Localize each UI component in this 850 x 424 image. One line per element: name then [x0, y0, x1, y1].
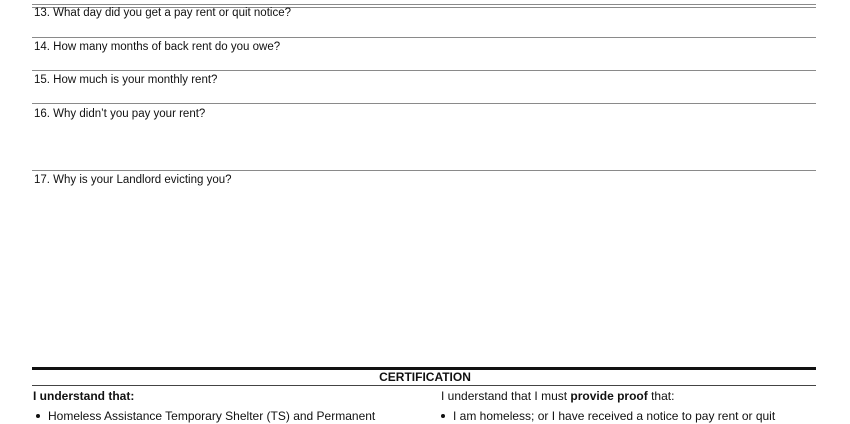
- divider: [32, 37, 816, 38]
- question-14-label: 14. How many months of back rent do you owe?: [34, 41, 281, 53]
- question-14-answer-field[interactable]: [32, 54, 816, 70]
- divider: [32, 170, 816, 171]
- divider: [32, 103, 816, 104]
- question-15-answer-field[interactable]: [32, 87, 816, 103]
- question-15-label: 15. How much is your monthly rent?: [34, 74, 218, 86]
- question-16-label: 16. Why didn’t you pay your rent?: [34, 108, 206, 120]
- question-17-label: 17. Why is your Landlord evicting you?: [34, 174, 232, 186]
- divider: [32, 70, 816, 71]
- question-16-answer-field[interactable]: [32, 121, 816, 170]
- question-17-answer-field[interactable]: [32, 187, 816, 365]
- question-13-label: 13. What day did you get a pay rent or quit notice?: [34, 7, 291, 19]
- left-column-heading: I understand that:: [33, 389, 135, 403]
- left-bullet-item: Homeless Assistance Temporary Shelter (TS) and Permanent: [36, 409, 375, 424]
- certification-divider: [32, 385, 816, 386]
- bullet-icon: [441, 414, 445, 418]
- bullet-icon: [36, 414, 40, 418]
- right-column-heading: I understand that I must provide proof that:: [441, 389, 675, 403]
- question-13-answer-field[interactable]: [32, 20, 816, 37]
- certification-title: CERTIFICATION: [379, 370, 471, 384]
- right-bullet-item: I am homeless; or I have received a notice to pay rent or quit: [441, 409, 775, 424]
